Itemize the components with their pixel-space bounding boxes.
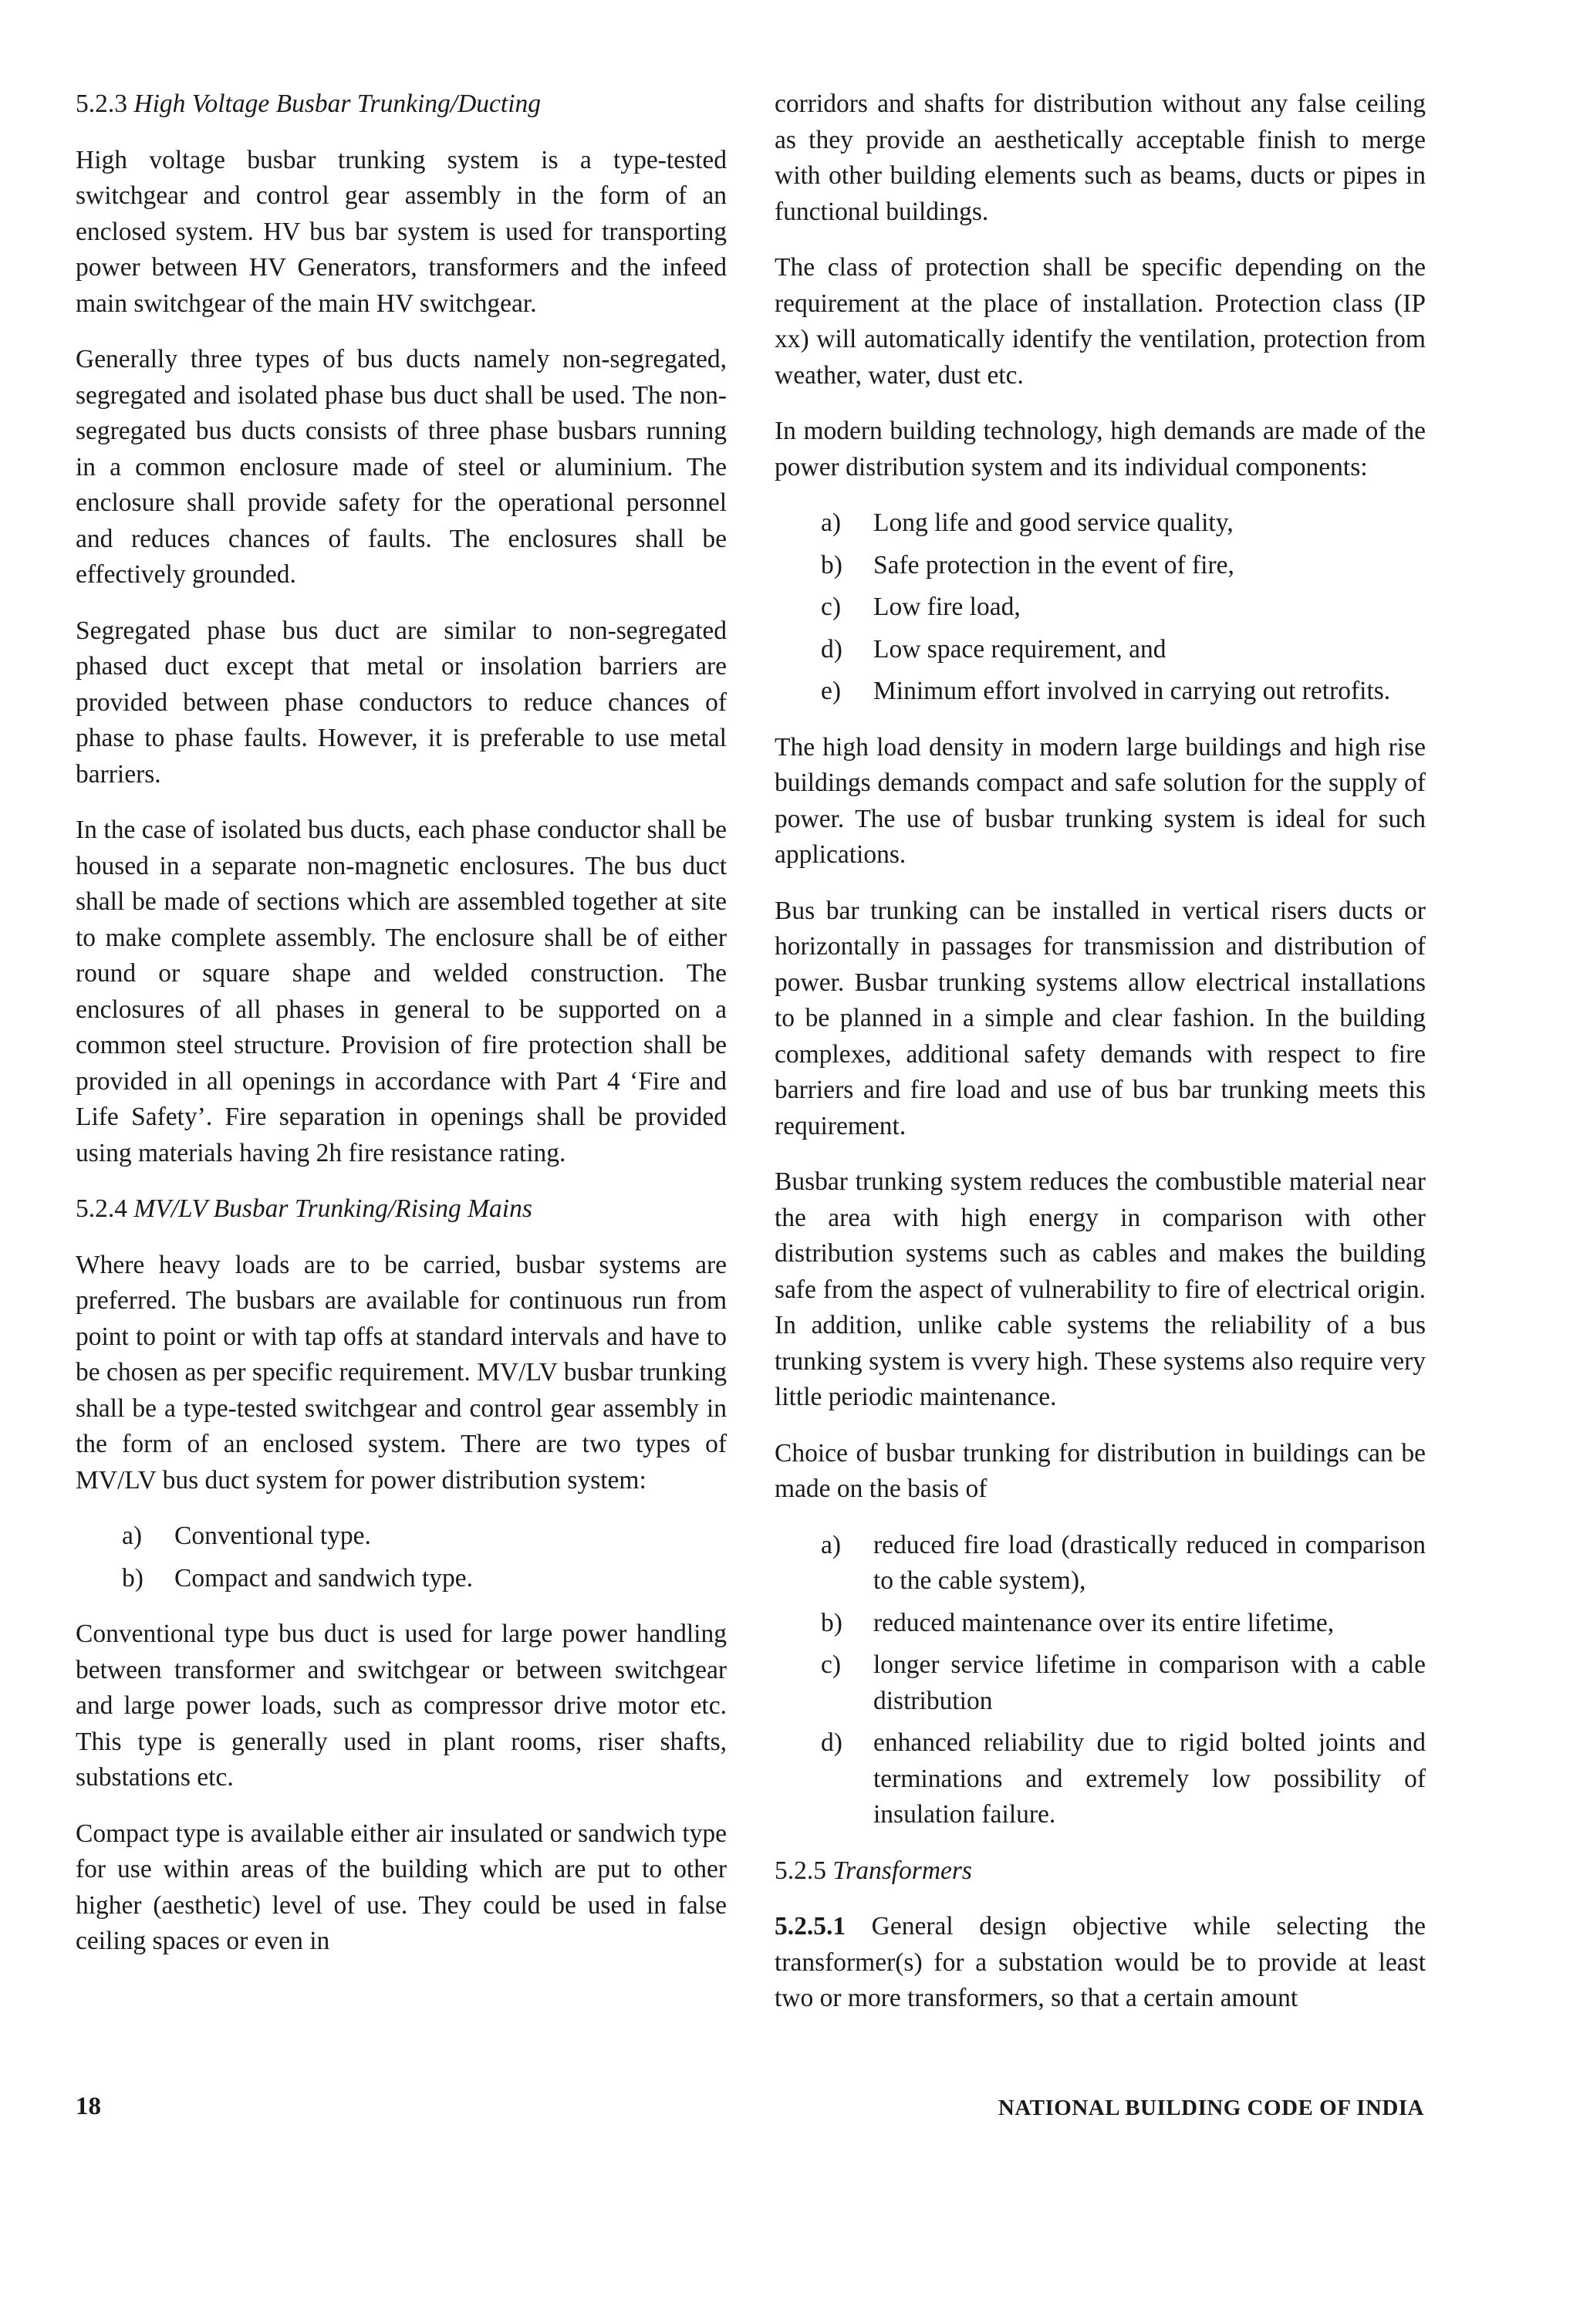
paragraph: The class of protection shall be specific depending on the requirement at the place of installation. Protection class (IP xx) will automatically identify the ventilation, protection from weather, water, dust etc. (775, 253, 1426, 390)
paragraph: Segregated phase bus duct are similar to non-segregated phased duct except that metal or insolation barriers are provided between phase conductors to reduce chances of phase to phase faults. However, it is preferable to use metal barriers. (76, 616, 727, 789)
list-item (775, 1606, 1426, 1642)
heading-number: 5.2.4 (76, 1194, 127, 1223)
paragraph: Generally three types of bus ducts namely non-segregated, segregated and isolated phase bus duct shall be used. The non-segregated bus ducts consists of three phase busbars running in a common enclosure made of steel or aluminium. The enclosure shall provide safety for the operational personnel and reduces chances of faults. The enclosures shall be effectively grounded. (76, 345, 727, 589)
list-item (775, 505, 1426, 542)
section-5-2-5-heading (775, 1853, 1426, 1890)
clause-text: General design objective while selecting the transformer(s) for a substation would be to provide at least two or more transformers, so that a certain amount (775, 1912, 1426, 2012)
paragraph: In modern building technology, high demands are made of the power distribution system and its individual components: (775, 417, 1426, 481)
paragraph: Conventional type bus duct is used for large power handling between transformer and switchgear or between switchgear and large power loads, such as compressor drive motor etc. This type is generally used in plant rooms, riser shafts, substations etc. (76, 1620, 727, 1792)
paragraph: Busbar trunking system reduces the combustible material near the area with high energy in comparison with other distribution systems such as cables and makes the building safe from the aspect of vulnerability to fire of electrical origin. In addition, unlike cable systems the reliability of a bus trunking system is vvery high. These systems also require very little periodic maintenance. (775, 1167, 1426, 1411)
heading-number: 5.2.3 (76, 90, 127, 118)
list-item-text: longer service lifetime in comparison with a cable distribution (873, 1650, 1426, 1715)
list-item-label: a) (122, 1522, 143, 1550)
paragraph: Where heavy loads are to be carried, busbar systems are preferred. The busbars are available for continuous run from point to point or with tap offs at standard intervals and have to be chosen as per specific requirement. MV/LV busbar trunking shall be a type-tested switchgear and control gear assembly in the form of an enclosed system. There are two types of MV/LV bus duct system for power distribution system: (76, 1250, 727, 1495)
list-item-text: Safe protection in the event of fire, (873, 550, 1234, 579)
bus-duct-types-list (76, 1518, 727, 1596)
left-column (76, 86, 727, 1980)
list-item-text: Minimum effort involved in carrying out retrofits. (873, 677, 1391, 705)
list-item (775, 1528, 1426, 1599)
list-item-label: a) (821, 508, 842, 537)
paragraph: Bus bar trunking can be installed in vertical risers ducts or horizontally in passages for transmission and distribution of power. Busbar trunking systems allow electrical installations to be planned in a simple and clear fashion. In the building complexes, additional safety demands with respect to fire barriers and fire load and use of bus bar trunking meets this requirement. (775, 896, 1426, 1140)
paragraph: High voltage busbar trunking system is a type-tested switchgear and control gear assembly in the form of an enclosed system. HV bus bar system is used for transporting power between HV Generators, transformers and the infeed main switchgear of the main HV switchgear. (76, 145, 727, 318)
list-item-label: a) (821, 1530, 842, 1559)
list-item-text: Low space requirement, and (873, 634, 1166, 664)
list-item (775, 589, 1426, 626)
heading-number: 5.2.5 (775, 1856, 826, 1885)
list-item-label: b) (821, 550, 842, 579)
section-5-2-3-heading (76, 86, 727, 123)
paragraph: In the case of isolated bus ducts, each phase conductor shall be housed in a separate non-magnetic enclosures. The bus duct shall be made of sections which are assembled together at site to make complete assembly. The enclosure shall be of either round or square shape and welded construction. The enclosures of all phases in general to be supported on a common steel structure. Provision of fire protection shall be provided in all openings in accordance with Part 4 ‘Fire and Life Safety’. Fire separation in openings shall be provided using materials having 2h fire resistance rating. (76, 816, 727, 1167)
right-column (775, 86, 1426, 2037)
publication-title: NATIONAL BUILDING CODE OF INDIA (998, 2096, 1424, 2120)
list-item-label: c) (821, 1650, 842, 1679)
list-item-text: Long life and good service quality, (873, 508, 1234, 537)
list-item (775, 632, 1426, 668)
list-item-label: b) (821, 1608, 842, 1637)
list-item-text: enhanced reliability due to rigid bolted joints and terminations and extremely low possibility of insulation failure. (873, 1728, 1426, 1829)
paragraph: The high load density in modern large buildings and high rise buildings demands compact and safe solution for the supply of power. The use of busbar trunking system is ideal for such applications. (775, 732, 1426, 869)
list-item-text: reduced fire load (drastically reduced in comparison to the cable system), (873, 1530, 1426, 1595)
list-item-text: Low fire load, (873, 593, 1021, 621)
list-item (775, 1647, 1426, 1719)
section-5-2-5-1-paragraph (775, 1909, 1426, 2017)
heading-title: High Voltage Busbar Trunking/Ducting (133, 90, 541, 118)
paragraph: corridors and shafts for distribution without any false ceiling as they provide an aesthetically acceptable finish to merge with other building elements such as beams, ducts or pipes in functional buildings. (775, 90, 1426, 226)
list-item-text: reduced maintenance over its entire lifetime, (873, 1608, 1335, 1637)
list-item-label: d) (821, 634, 842, 664)
list-item (775, 1725, 1426, 1833)
heading-title: MV/LV Busbar Trunking/Rising Mains (133, 1194, 532, 1223)
list-item-label: c) (821, 593, 842, 621)
list-item-text: Conventional type. (174, 1522, 371, 1550)
list-item-text: Compact and sandwich type. (174, 1563, 474, 1593)
list-item-label: d) (821, 1728, 842, 1757)
busbar-basis-list (775, 1528, 1426, 1833)
list-item (775, 674, 1426, 710)
list-item (76, 1518, 727, 1555)
paragraph: Choice of busbar trunking for distribution in buildings can be made on the basis of (775, 1438, 1426, 1503)
page-number: 18 (76, 2093, 101, 2120)
list-item-label: e) (821, 677, 842, 705)
demands-list (775, 505, 1426, 710)
section-5-2-4-heading (76, 1191, 727, 1228)
paragraph: Compact type is available either air insulated or sandwich type for use within areas of the building which are put to other higher (aesthetic) level of use. They could be used in false ceiling spaces or even in (76, 1819, 727, 1955)
clause-number: 5.2.5.1 (775, 1912, 846, 1941)
list-item-label: b) (122, 1563, 143, 1593)
list-item (775, 548, 1426, 584)
list-item (76, 1561, 727, 1597)
heading-title: Transformers (832, 1856, 972, 1885)
